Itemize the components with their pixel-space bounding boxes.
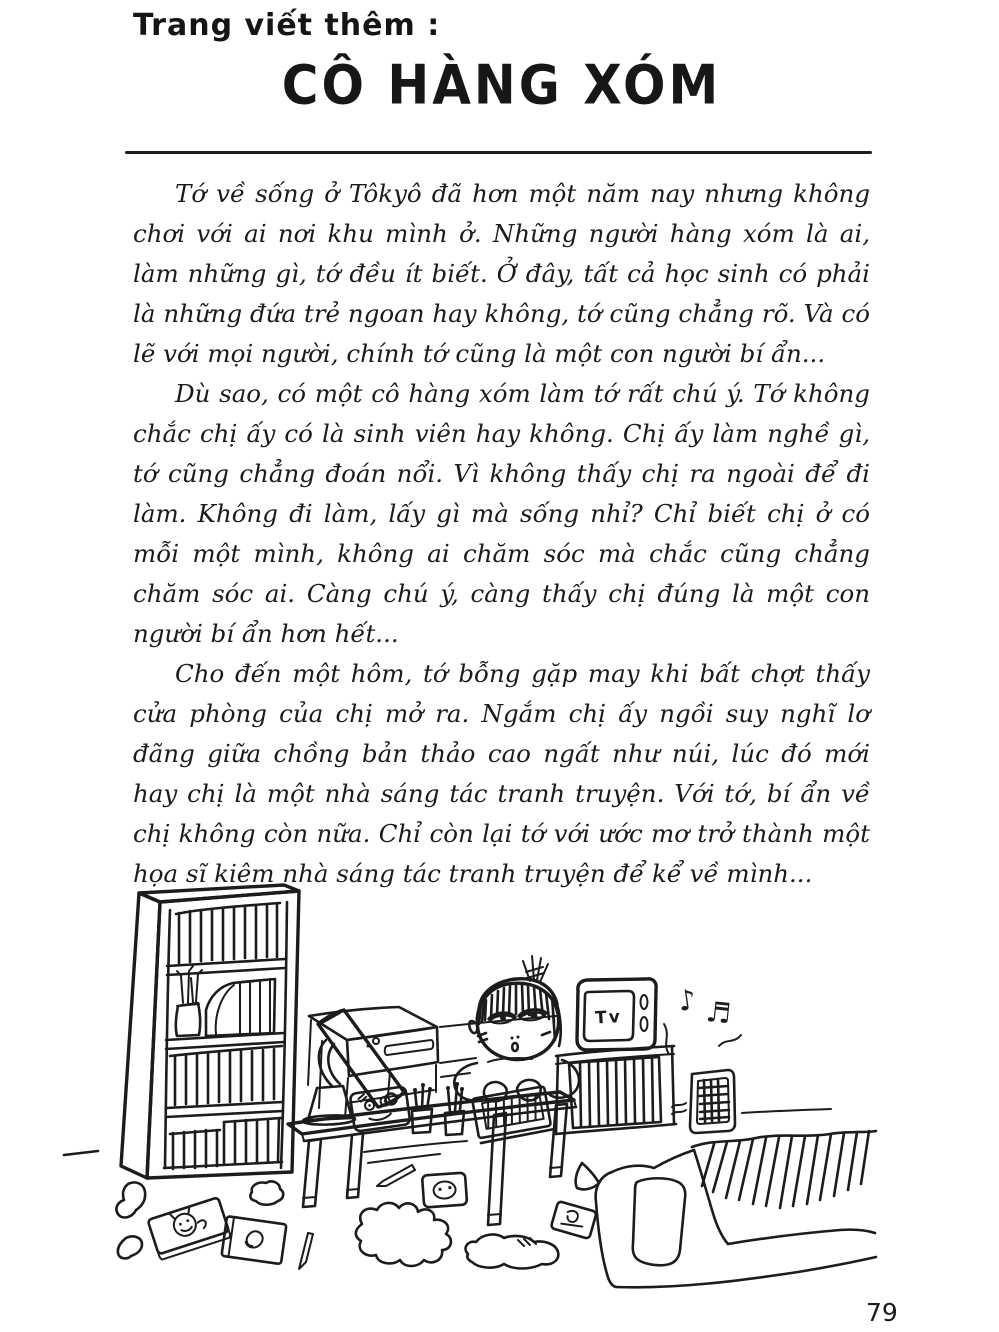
pencil-icon — [377, 1165, 415, 1186]
heater — [664, 1024, 831, 1133]
page-header-label: Trang viết thêm : — [133, 8, 441, 43]
book-on-floor — [148, 1197, 231, 1260]
crumpled-paper — [356, 1203, 451, 1266]
book-on-floor — [221, 1216, 286, 1264]
music-note-icon: ♪ — [675, 982, 699, 1018]
floor-line — [64, 1151, 98, 1155]
tv — [577, 979, 656, 1050]
tv-stand — [556, 1046, 676, 1134]
paragraph: Dù sao, có một cô hàng xóm làm tớ rất chú ý. Tớ không chắc chị ấy có là sinh viên hay không. Chị ấy làm nghề gì, tớ cũng chẳng đoán nổi. Vì không thấy chị ra ngoài để đi làm. Không đi làm, lấy gì mà sống nhỉ? Chỉ biết chị ở có mỗi một mình, không ai chăm sóc mà chắc cũng chẳng chăm sóc ai. Càng chú ý, càng thấy chị đúng là một con người bí ẩn hơn hết... — [133, 379, 870, 648]
wall-line — [440, 1058, 476, 1063]
blanket-stripes — [702, 1131, 869, 1208]
music-note-icon: ♬ — [704, 995, 733, 1031]
books-row-third — [170, 1046, 282, 1105]
child-character — [454, 956, 579, 1101]
bookshelf — [121, 885, 299, 1178]
wall-line — [440, 1016, 556, 1027]
pen-cup — [445, 1082, 464, 1135]
heater-grill — [699, 1079, 729, 1122]
stand-books — [580, 1058, 653, 1127]
title-rule — [125, 151, 872, 154]
pencil-icon — [299, 1233, 313, 1269]
paragraph: Tớ về sống ở Tôkyô đã hơn một năm nay nhưng không chơi với ai nơi khu mình ở. Những người hàng xóm là ai, làm những gì, tớ đều ít biết. Ở đây, tất cả học sinh có phải là những đứa trẻ ngoan hay không, tớ cũng chẳng rõ. Và có lẽ với mọi người, chính tớ cũng là một con người bí ẩn... — [133, 179, 870, 368]
page-number: 79 — [866, 1298, 898, 1327]
paper-scrap — [576, 1163, 599, 1189]
books-row-top — [176, 903, 280, 963]
article-body — [133, 174, 870, 894]
sock-icon — [118, 1236, 142, 1258]
tv-screen-label: Tv — [594, 1007, 623, 1029]
paper-scrap — [250, 1181, 283, 1204]
futon-bed — [596, 1131, 876, 1287]
books-row-middle — [206, 979, 275, 1036]
room-illustration — [0, 875, 999, 1332]
pillow — [633, 1178, 685, 1265]
pencil-pot — [176, 966, 202, 1036]
sock-icon — [466, 1235, 559, 1269]
books-row-bottom — [170, 1118, 281, 1169]
outlet-plate — [422, 1173, 467, 1208]
hair-topknot — [523, 956, 548, 982]
page-title: CÔ HÀNG XÓM — [281, 53, 722, 117]
cassette-tape — [551, 1201, 597, 1239]
sock-icon — [116, 1182, 145, 1217]
paragraph: Cho đến một hôm, tớ bỗng gặp may khi bất chợt thấy cửa phòng của chị mở ra. Ngắm chị ấy ngồi suy nghĩ lơ đãng giữa chồng bản thảo cao ngất như núi, lúc đó mới hay chị là một nhà sáng tác tranh truyện. Với tớ, bí ẩn về chị không còn nữa. Chỉ còn lại tớ với ước mơ trở thành một họa sĩ kiêm nhà sáng tác tranh truyện để kể về mình... — [133, 659, 870, 888]
